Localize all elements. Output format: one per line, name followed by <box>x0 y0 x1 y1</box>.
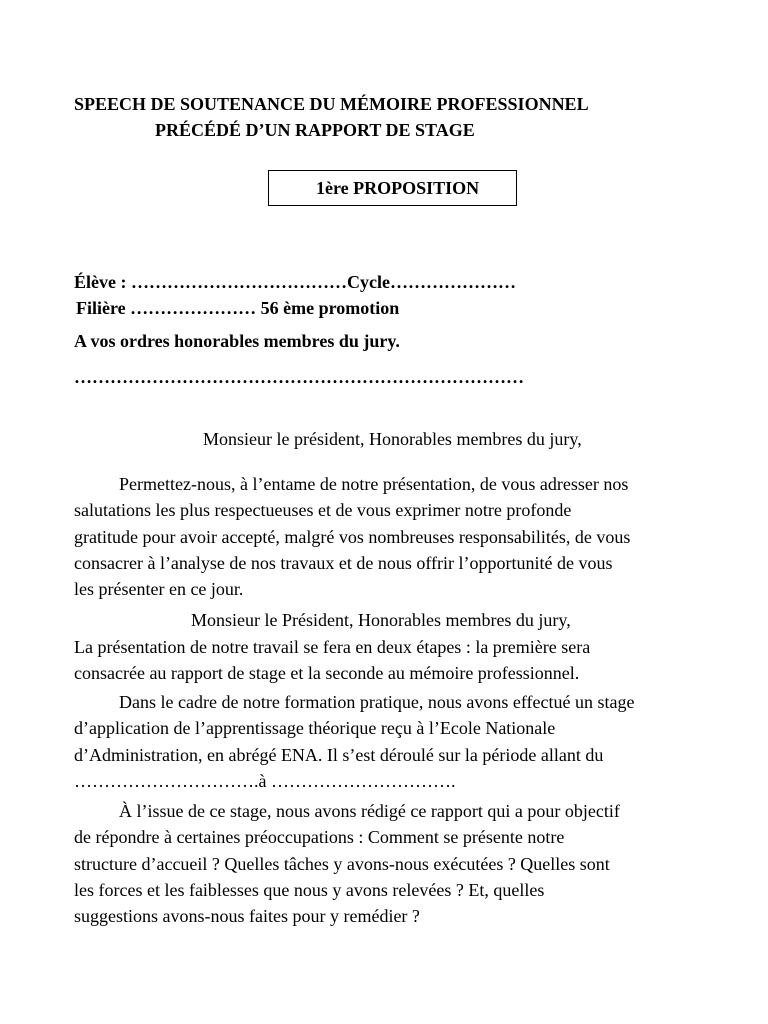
paragraph-4-line: À l’issue de ce stage, nous avons rédigé ce rapport qui a pour objectif <box>119 801 620 821</box>
dotted-line: ………………………………………………………………… <box>74 367 524 387</box>
paragraph-3-line: d’application de l’apprentissage théorique reçu à l’Ecole Nationale <box>74 718 556 738</box>
field-line: Filière ………………… 56 ème promotion <box>76 298 400 318</box>
title-line-1: SPEECH DE SOUTENANCE DU MÉMOIRE PROFESSIONNEL <box>74 94 589 114</box>
paragraph-2-line: La présentation de notre travail se fera en deux étapes : la première sera <box>74 637 591 657</box>
paragraph-4-line: suggestions avons-nous faites pour y remédier ? <box>74 906 420 926</box>
greeting-2: Monsieur le Président, Honorables membres du jury, <box>191 610 571 630</box>
paragraph-4-line: les forces et les faiblesses que nous y avons relevées ? Et, quelles <box>74 880 545 900</box>
paragraph-1-line: Permettez-nous, à l’entame de notre présentation, de vous adresser nos <box>119 474 629 494</box>
paragraph-4-line: de répondre à certaines préoccupations : Comment se présente notre <box>74 827 565 847</box>
paragraph-1-line: consacrer à l’analyse de nos travaux et de nous offrir l’opportunité de vous <box>74 553 613 573</box>
paragraph-1-line: salutations les plus respectueuses et de vous exprimer notre profonde <box>74 500 572 520</box>
student-line: Élève : ………………………………Cycle………………… <box>74 272 516 292</box>
paragraph-3-line: Dans le cadre de notre formation pratique, nous avons effectué un stage <box>119 692 635 712</box>
orders-line: A vos ordres honorables membres du jury. <box>74 331 400 351</box>
proposal-label: 1ère PROPOSITION <box>316 178 480 198</box>
paragraph-3-line: d’Administration, en abrégé ENA. Il s’est déroulé sur la période allant du <box>74 745 604 765</box>
paragraph-1-line: gratitude pour avoir accepté, malgré vos nombreuses responsabilités, de vous <box>74 527 631 547</box>
title-line-2: PRÉCÉDÉ D’UN RAPPORT DE STAGE <box>155 120 475 140</box>
greeting-1: Monsieur le président, Honorables membres du jury, <box>203 429 582 449</box>
paragraph-4-line: structure d’accueil ? Quelles tâches y avons-nous exécutées ? Quelles sont <box>74 854 610 874</box>
paragraph-1-line: les présenter en ce jour. <box>74 579 244 599</box>
paragraph-2-line: consacrée au rapport de stage et la seconde au mémoire professionnel. <box>74 663 580 683</box>
proposal-box <box>268 170 517 206</box>
paragraph-3-line: ………………………….à …………………………. <box>74 771 456 791</box>
